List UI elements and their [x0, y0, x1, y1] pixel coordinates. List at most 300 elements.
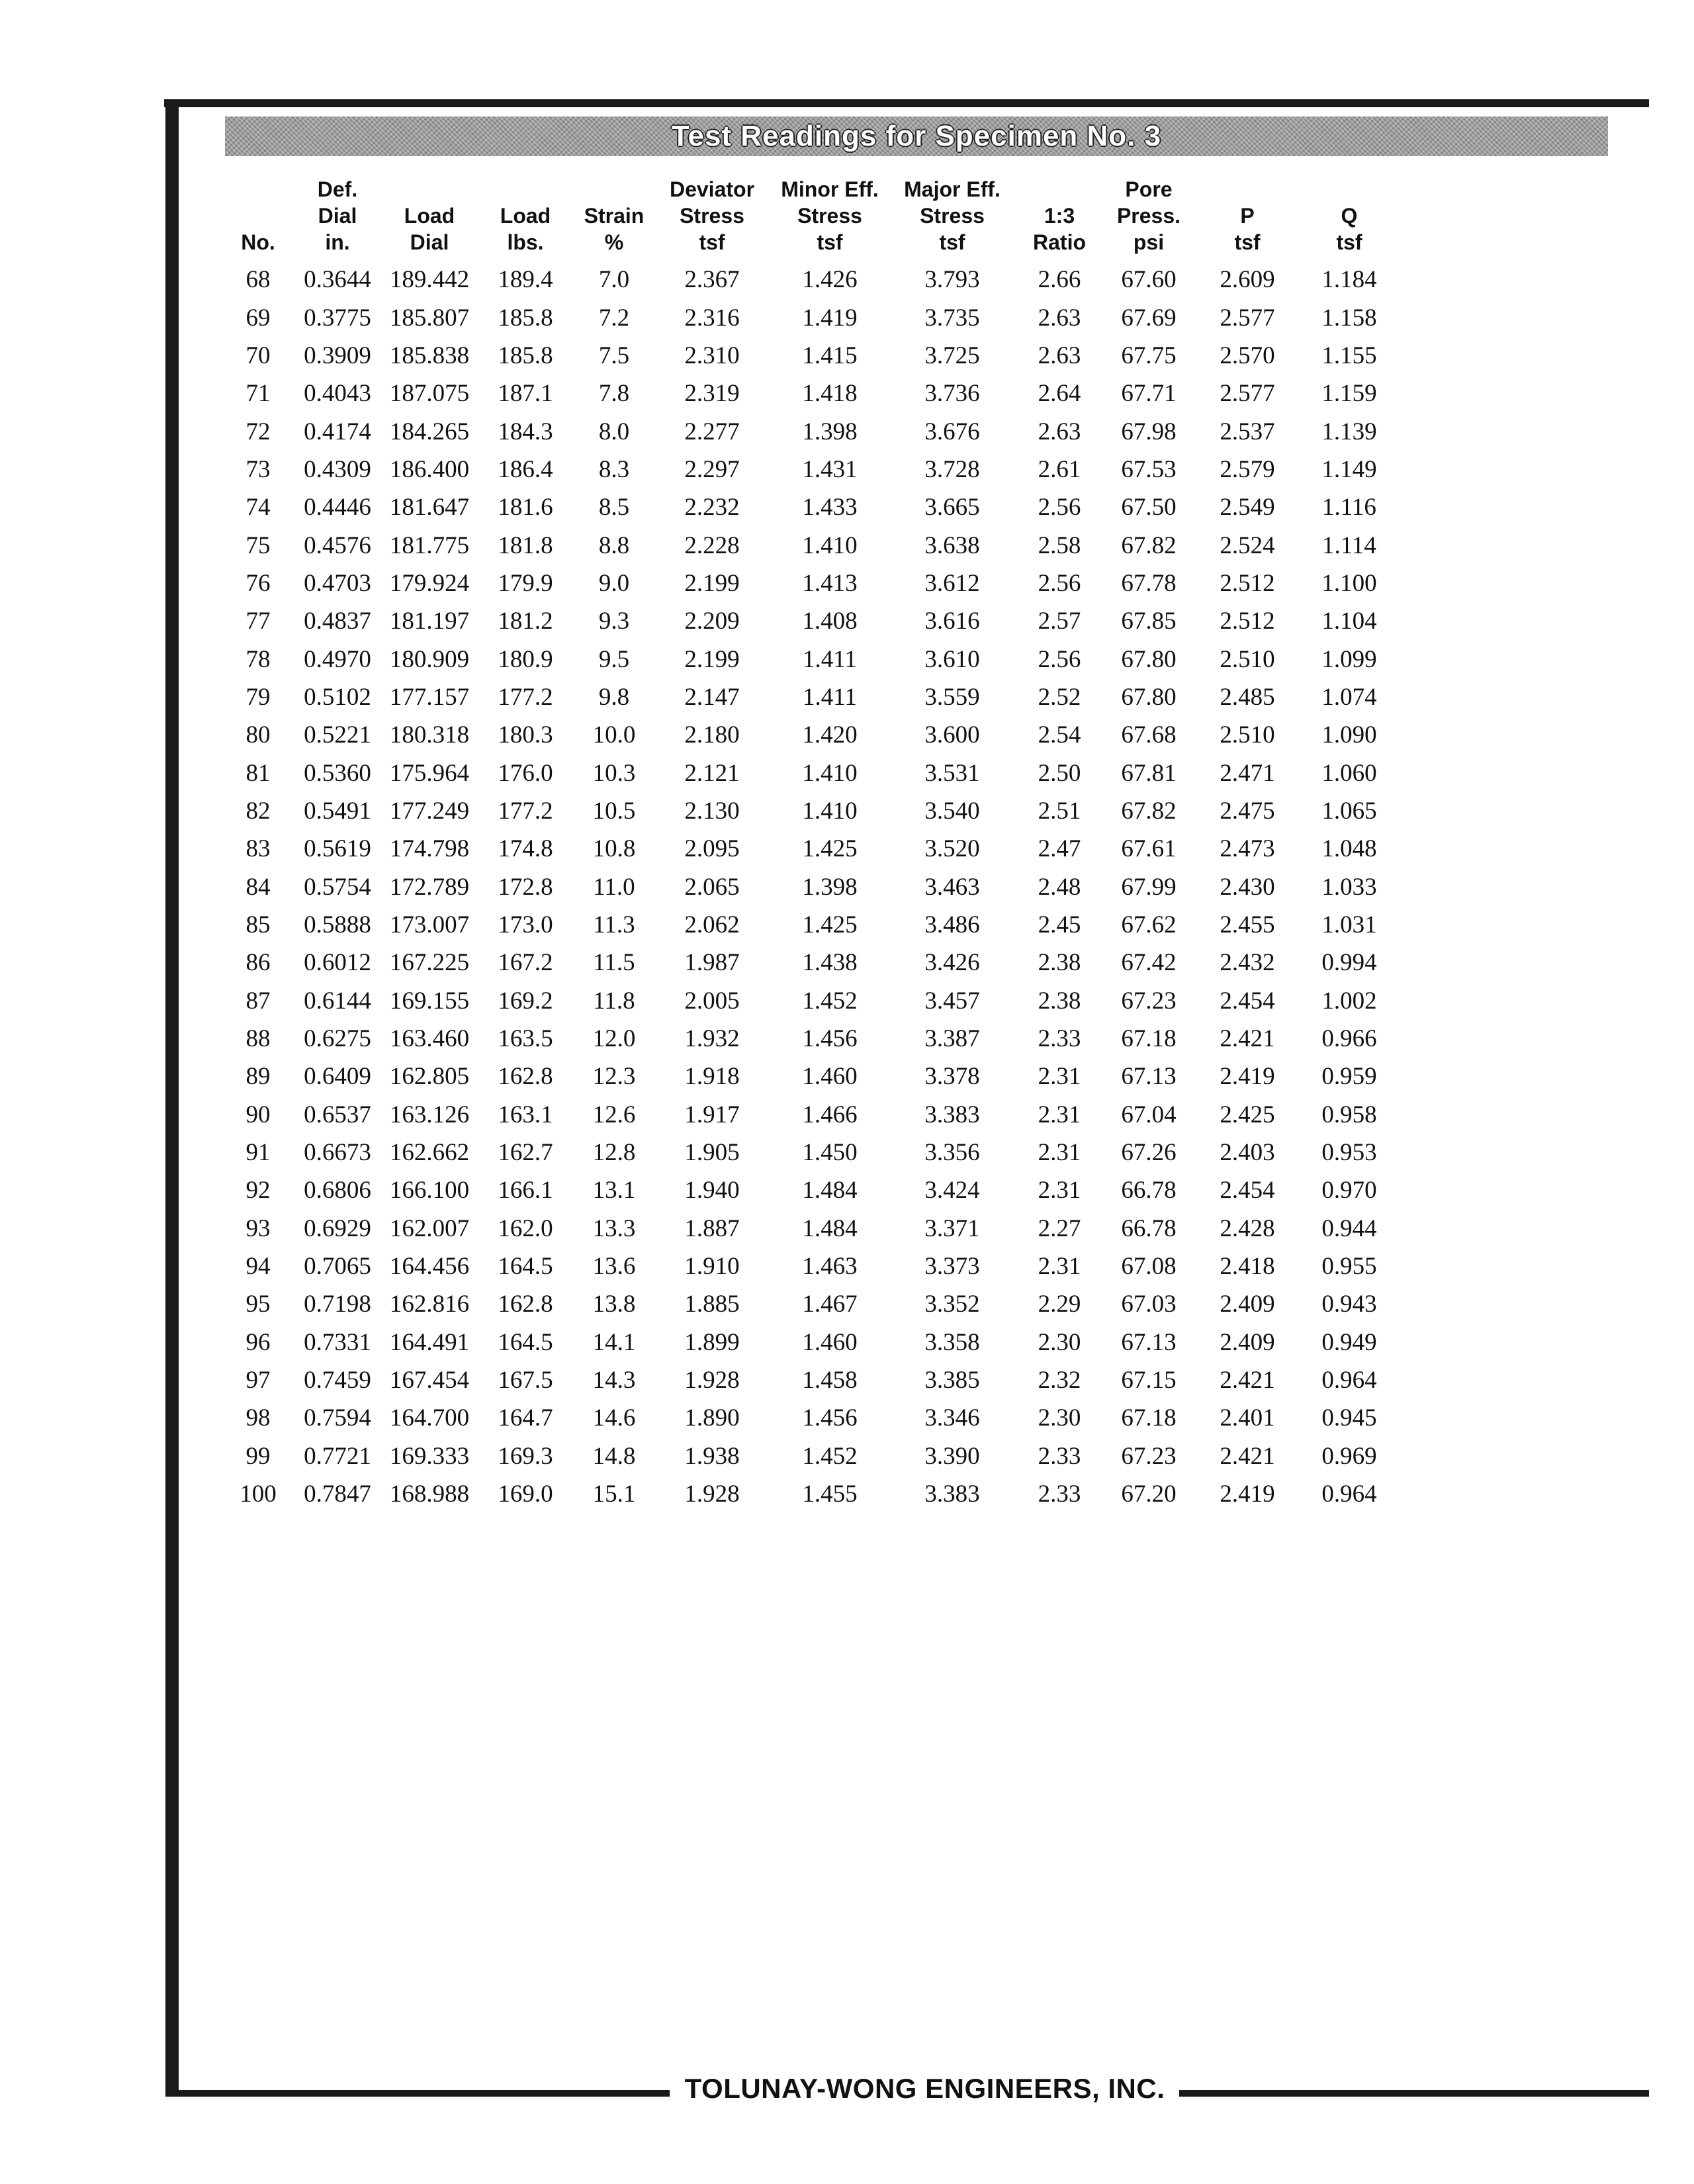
- table-cell: 67.82: [1121, 531, 1177, 559]
- table-cell: 0.943: [1321, 1291, 1377, 1318]
- table-cell: 2.32: [1038, 1367, 1081, 1394]
- table-row: [225, 1171, 1399, 1209]
- table-cell: 3.457: [924, 987, 980, 1015]
- table-cell: 1.048: [1321, 835, 1377, 863]
- table-cell: 2.45: [1038, 911, 1081, 939]
- table-row: [225, 602, 1399, 640]
- table-cell: 0.6537: [304, 1101, 371, 1128]
- table-cell: 8.8: [598, 531, 630, 559]
- table-cell: 1.116: [1322, 494, 1376, 522]
- table-cell: 162.007: [389, 1214, 470, 1242]
- table-cell: 3.600: [924, 721, 980, 749]
- column-header-line: Def.: [317, 177, 358, 201]
- table-cell: 2.418: [1220, 1253, 1275, 1281]
- table-cell: 163.1: [498, 1101, 553, 1128]
- table-cell: 13.8: [592, 1291, 636, 1318]
- column-header-line: [384, 176, 475, 203]
- table-cell: 67.71: [1121, 380, 1177, 408]
- table-row: [225, 298, 1399, 336]
- table-cell: 2.180: [684, 721, 740, 749]
- table-cell: 2.277: [684, 418, 740, 445]
- table-row: [225, 868, 1399, 906]
- table-cell: 66.78: [1121, 1214, 1177, 1242]
- table-cell: 8.0: [598, 418, 630, 445]
- table-cell: 1.887: [684, 1214, 740, 1242]
- column-header-line: Deviator: [669, 177, 755, 201]
- table-cell: 83: [245, 835, 271, 863]
- table-cell: 0.6806: [304, 1177, 371, 1205]
- table-cell: 185.8: [498, 341, 553, 369]
- table-cell: 1.467: [802, 1291, 858, 1318]
- table-cell: 0.4576: [304, 531, 371, 559]
- table-cell: 1.420: [802, 721, 858, 749]
- table-cell: 10.8: [592, 835, 636, 863]
- table-cell: 3.356: [924, 1139, 980, 1167]
- column-header: [475, 173, 576, 255]
- table-cell: 2.065: [684, 873, 740, 901]
- table-cell: 3.616: [924, 608, 980, 635]
- table-cell: 1.411: [803, 683, 857, 711]
- footer-rule-left: [179, 2090, 670, 2097]
- table-cell: 1.918: [684, 1063, 740, 1091]
- table-cell: 2.30: [1038, 1328, 1081, 1356]
- table-cell: 3.736: [924, 380, 980, 408]
- table-cell: 0.966: [1321, 1025, 1377, 1053]
- table-cell: 179.9: [498, 569, 553, 597]
- table-cell: 2.50: [1038, 759, 1081, 787]
- table-cell: 81: [245, 759, 271, 787]
- table-cell: 2.473: [1220, 835, 1275, 863]
- table-cell: 67.62: [1121, 911, 1177, 939]
- table-cell: 1.413: [802, 569, 858, 597]
- table-cell: 2.537: [1220, 418, 1275, 445]
- table-cell: 1.458: [802, 1367, 858, 1394]
- table-cell: 3.559: [924, 683, 980, 711]
- table-cell: 98: [245, 1404, 271, 1432]
- table-cell: 14.6: [592, 1404, 636, 1432]
- column-header-line: lbs.: [507, 230, 544, 254]
- table-row: [225, 716, 1399, 754]
- table-cell: 2.471: [1220, 759, 1275, 787]
- table-cell: 0.7847: [304, 1480, 371, 1508]
- column-header-line: tsf: [817, 230, 843, 254]
- table-cell: 1.938: [684, 1442, 740, 1470]
- table-cell: 164.491: [389, 1328, 470, 1356]
- table-cell: 1.940: [684, 1177, 740, 1205]
- table-cell: 175.964: [389, 759, 470, 787]
- table-cell: 0.7331: [304, 1328, 371, 1356]
- table-cell: 3.352: [924, 1291, 980, 1318]
- table-cell: 14.1: [592, 1328, 636, 1356]
- table-cell: 0.964: [1321, 1367, 1377, 1394]
- table-cell: 67.80: [1121, 645, 1177, 673]
- table-cell: 1.426: [802, 266, 858, 294]
- table-cell: 0.5102: [304, 683, 371, 711]
- table-cell: 67.53: [1121, 455, 1177, 483]
- table-cell: 3.540: [924, 797, 980, 825]
- table-cell: 1.419: [802, 304, 858, 332]
- table-cell: 0.5221: [304, 721, 371, 749]
- table-cell: 3.358: [924, 1328, 980, 1356]
- table-cell: 181.775: [389, 531, 470, 559]
- table-cell: 0.4309: [304, 455, 371, 483]
- table-cell: 67.69: [1121, 304, 1177, 332]
- table-cell: 176.0: [498, 759, 553, 787]
- table-cell: 93: [245, 1214, 271, 1242]
- table-cell: 1.431: [802, 455, 858, 483]
- table-cell: 7.0: [598, 266, 630, 294]
- table-row: [225, 678, 1399, 716]
- table-cell: 14.8: [592, 1442, 636, 1470]
- table-cell: 67.75: [1121, 341, 1177, 369]
- table-cell: 162.8: [498, 1291, 553, 1318]
- table-cell: 2.310: [684, 341, 740, 369]
- table-cell: 67.23: [1121, 987, 1177, 1015]
- header-row: [225, 173, 1399, 255]
- table-cell: 2.421: [1220, 1367, 1275, 1394]
- table-cell: 185.8: [498, 304, 553, 332]
- table-cell: 180.318: [389, 721, 470, 749]
- table-cell: 96: [245, 1328, 271, 1356]
- table-cell: 2.27: [1038, 1214, 1081, 1242]
- table-cell: 1.987: [684, 949, 740, 977]
- table-cell: 1.425: [802, 835, 858, 863]
- table-body: [225, 255, 1399, 1513]
- table-cell: 67.13: [1121, 1328, 1177, 1356]
- table-cell: 1.415: [802, 341, 858, 369]
- table-cell: 2.421: [1220, 1442, 1275, 1470]
- table-row: [225, 1096, 1399, 1134]
- table-cell: 1.456: [802, 1025, 858, 1053]
- table-cell: 0.959: [1321, 1063, 1377, 1091]
- table-cell: 167.225: [389, 949, 470, 977]
- table-cell: 87: [245, 987, 271, 1015]
- table-cell: 0.969: [1321, 1442, 1377, 1470]
- table-cell: 0.7459: [304, 1367, 371, 1394]
- table-cell: 67.23: [1121, 1442, 1177, 1470]
- table-cell: 1.031: [1321, 911, 1377, 939]
- table-cell: 1.149: [1321, 455, 1377, 483]
- table-cell: 2.510: [1220, 645, 1275, 673]
- table-cell: 2.549: [1220, 494, 1275, 522]
- table-cell: 1.928: [684, 1480, 740, 1508]
- table-cell: 1.885: [684, 1291, 740, 1318]
- table-cell: 177.2: [498, 797, 553, 825]
- table-cell: 2.30: [1038, 1404, 1081, 1432]
- table-cell: 2.409: [1220, 1328, 1275, 1356]
- table-cell: 2.510: [1220, 721, 1275, 749]
- frame-left-rule: [165, 99, 179, 2097]
- table-cell: 0.7198: [304, 1291, 371, 1318]
- table-cell: 67.60: [1121, 266, 1177, 294]
- table-row: [225, 337, 1399, 375]
- table-cell: 3.531: [924, 759, 980, 787]
- table-cell: 3.486: [924, 911, 980, 939]
- table-cell: 0.4703: [304, 569, 371, 597]
- column-header-line: 1:3: [1044, 204, 1075, 228]
- table-cell: 76: [245, 569, 271, 597]
- table-cell: 15.1: [592, 1480, 636, 1508]
- table-cell: 3.612: [924, 569, 980, 597]
- table-cell: 9.3: [598, 608, 630, 635]
- table-cell: 2.38: [1038, 949, 1081, 977]
- table-row: [225, 451, 1399, 488]
- table-cell: 172.8: [498, 873, 553, 901]
- table-cell: 0.6929: [304, 1214, 371, 1242]
- table-cell: 12.0: [592, 1025, 636, 1053]
- table-cell: 2.609: [1220, 266, 1275, 294]
- table-cell: 169.3: [498, 1442, 553, 1470]
- table-cell: 0.6012: [304, 949, 371, 977]
- table-cell: 1.917: [684, 1101, 740, 1128]
- table-cell: 2.54: [1038, 721, 1081, 749]
- table-cell: 2.199: [684, 569, 740, 597]
- column-header-line: Dial: [410, 230, 449, 254]
- table-cell: 0.5888: [304, 911, 371, 939]
- table-cell: 2.403: [1220, 1139, 1275, 1167]
- column-header-line: [1195, 176, 1300, 203]
- table-cell: 0.945: [1321, 1404, 1377, 1432]
- table-cell: 3.520: [924, 835, 980, 863]
- table-cell: 1.104: [1321, 608, 1377, 635]
- table-cell: 0.4837: [304, 608, 371, 635]
- column-header-line: Pore: [1125, 177, 1173, 201]
- table-cell: 67.61: [1121, 835, 1177, 863]
- table-cell: 0.4174: [304, 418, 371, 445]
- table-cell: 177.249: [389, 797, 470, 825]
- table-cell: 169.333: [389, 1442, 470, 1470]
- table-cell: 72: [245, 418, 271, 445]
- table-cell: 10.3: [592, 759, 636, 787]
- table-cell: 14.3: [592, 1367, 636, 1394]
- table-cell: 67.98: [1121, 418, 1177, 445]
- column-header-line: No.: [241, 230, 275, 254]
- table-cell: 2.432: [1220, 949, 1275, 977]
- table-cell: 0.949: [1321, 1328, 1377, 1356]
- table-row: [225, 1058, 1399, 1095]
- table-cell: 1.899: [684, 1328, 740, 1356]
- table-cell: 2.297: [684, 455, 740, 483]
- table-cell: 2.56: [1038, 569, 1081, 597]
- table-cell: 1.090: [1321, 721, 1377, 749]
- table-row: [225, 255, 1399, 298]
- table-cell: 12.6: [592, 1101, 636, 1128]
- table-cell: 2.319: [684, 380, 740, 408]
- table-cell: 167.2: [498, 949, 553, 977]
- table-cell: 2.316: [684, 304, 740, 332]
- column-header: [1300, 173, 1399, 255]
- table-cell: 2.31: [1038, 1063, 1081, 1091]
- table-cell: 10.5: [592, 797, 636, 825]
- table-cell: 2.570: [1220, 341, 1275, 369]
- table-cell: 166.100: [389, 1177, 470, 1205]
- column-header: [652, 173, 772, 255]
- table-cell: 2.419: [1220, 1063, 1275, 1091]
- table-cell: 2.199: [684, 645, 740, 673]
- table-cell: 2.454: [1220, 1177, 1275, 1205]
- table-cell: 0.955: [1321, 1253, 1377, 1281]
- table-cell: 2.33: [1038, 1025, 1081, 1053]
- table-cell: 1.438: [802, 949, 858, 977]
- table-cell: 3.383: [924, 1101, 980, 1128]
- table-cell: 1.158: [1321, 304, 1377, 332]
- table-row: [225, 754, 1399, 792]
- table-cell: 185.838: [389, 341, 470, 369]
- table-cell: 3.665: [924, 494, 980, 522]
- table-cell: 67.26: [1121, 1139, 1177, 1167]
- table-cell: 2.428: [1220, 1214, 1275, 1242]
- table-cell: 167.5: [498, 1367, 553, 1394]
- table-cell: 2.062: [684, 911, 740, 939]
- table-cell: 2.485: [1220, 683, 1275, 711]
- table-cell: 3.728: [924, 455, 980, 483]
- table-cell: 168.988: [389, 1480, 470, 1508]
- table-cell: 2.63: [1038, 418, 1081, 445]
- table-cell: 1.455: [802, 1480, 858, 1508]
- table-cell: 8.3: [598, 455, 630, 483]
- column-header-line: tsf: [699, 230, 725, 254]
- column-header: [772, 173, 888, 255]
- table-cell: 2.121: [684, 759, 740, 787]
- table-cell: 162.0: [498, 1214, 553, 1242]
- table-cell: 7.2: [598, 304, 630, 332]
- column-header-line: Stress: [797, 204, 862, 228]
- table-row: [225, 565, 1399, 602]
- table-cell: 1.002: [1321, 987, 1377, 1015]
- table-cell: 1.411: [803, 645, 857, 673]
- table-cell: 174.798: [389, 835, 470, 863]
- table-cell: 1.114: [1322, 531, 1376, 559]
- table-cell: 2.33: [1038, 1442, 1081, 1470]
- table-cell: 2.147: [684, 683, 740, 711]
- table-cell: 75: [245, 531, 271, 559]
- table-cell: 163.126: [389, 1101, 470, 1128]
- table-cell: 3.424: [924, 1177, 980, 1205]
- table-cell: 164.7: [498, 1404, 553, 1432]
- table-cell: 2.209: [684, 608, 740, 635]
- table-cell: 2.64: [1038, 380, 1081, 408]
- table-cell: 67.03: [1121, 1291, 1177, 1318]
- table-row: [225, 412, 1399, 450]
- table-cell: 1.139: [1321, 418, 1377, 445]
- table-cell: 1.410: [802, 531, 858, 559]
- table-cell: 0.953: [1321, 1139, 1377, 1167]
- column-header-line: Q: [1341, 204, 1358, 228]
- table-cell: 166.1: [498, 1177, 553, 1205]
- column-header-line: Press.: [1116, 204, 1181, 228]
- table-cell: 185.807: [389, 304, 470, 332]
- table-cell: 68: [245, 266, 271, 294]
- table-cell: 2.419: [1220, 1480, 1275, 1508]
- table-cell: 2.48: [1038, 873, 1081, 901]
- column-header-line: [576, 176, 652, 203]
- table-cell: 2.63: [1038, 304, 1081, 332]
- column-header: [576, 173, 652, 255]
- table-cell: 0.7065: [304, 1253, 371, 1281]
- table-cell: 169.2: [498, 987, 553, 1015]
- table-cell: 9.0: [598, 569, 630, 597]
- table-cell: 12.3: [592, 1063, 636, 1091]
- table-cell: 1.928: [684, 1367, 740, 1394]
- table-cell: 1.100: [1321, 569, 1377, 597]
- table-row: [225, 1399, 1399, 1437]
- table-cell: 186.4: [498, 455, 553, 483]
- table-cell: 74: [245, 494, 271, 522]
- column-header-line: [1300, 176, 1399, 203]
- table-cell: 1.452: [802, 1442, 858, 1470]
- column-header: [1195, 173, 1300, 255]
- table-cell: 180.9: [498, 645, 553, 673]
- table-cell: 1.159: [1321, 380, 1377, 408]
- readings-table: [225, 173, 1399, 1513]
- table-cell: 2.454: [1220, 987, 1275, 1015]
- table-cell: 2.33: [1038, 1480, 1081, 1508]
- table-cell: 2.38: [1038, 987, 1081, 1015]
- table-cell: 2.425: [1220, 1101, 1275, 1128]
- column-header: [384, 173, 475, 255]
- table-cell: 66.78: [1121, 1177, 1177, 1205]
- table-cell: 95: [245, 1291, 271, 1318]
- column-header: [291, 173, 384, 255]
- table-cell: 1.460: [802, 1063, 858, 1091]
- table-cell: 0.4043: [304, 380, 371, 408]
- table-cell: 0.964: [1321, 1480, 1377, 1508]
- table-cell: 10.0: [592, 721, 636, 749]
- table-cell: 2.577: [1220, 380, 1275, 408]
- table-cell: 3.390: [924, 1442, 980, 1470]
- column-header-line: tsf: [1234, 230, 1261, 254]
- table-cell: 164.456: [389, 1253, 470, 1281]
- table-cell: 1.398: [802, 418, 858, 445]
- table-cell: 67.20: [1121, 1480, 1177, 1508]
- table-cell: 2.58: [1038, 531, 1081, 559]
- table-cell: 164.700: [389, 1404, 470, 1432]
- table-cell: 94: [245, 1253, 271, 1281]
- table-cell: 9.8: [598, 683, 630, 711]
- table-cell: 2.409: [1220, 1291, 1275, 1318]
- table-cell: 67.13: [1121, 1063, 1177, 1091]
- column-header-line: Minor Eff.: [781, 177, 879, 201]
- table-cell: 1.484: [802, 1177, 858, 1205]
- table-cell: 0.3644: [304, 266, 371, 294]
- table-cell: 2.57: [1038, 608, 1081, 635]
- table-row: [225, 375, 1399, 412]
- table-cell: 173.007: [389, 911, 470, 939]
- table-cell: 184.3: [498, 418, 553, 445]
- column-header-line: P: [1240, 204, 1255, 228]
- table-cell: 1.890: [684, 1404, 740, 1432]
- table-cell: 67.99: [1121, 873, 1177, 901]
- table-cell: 162.662: [389, 1139, 470, 1167]
- table-cell: 3.735: [924, 304, 980, 332]
- table-cell: 187.1: [498, 380, 553, 408]
- table-cell: 1.484: [802, 1214, 858, 1242]
- table-cell: 67.04: [1121, 1101, 1177, 1128]
- table-cell: 100: [240, 1480, 277, 1508]
- table-cell: 162.7: [498, 1139, 553, 1167]
- table-cell: 181.2: [498, 608, 553, 635]
- table-cell: 13.6: [592, 1253, 636, 1281]
- table-cell: 1.099: [1321, 645, 1377, 673]
- table-cell: 3.793: [924, 266, 980, 294]
- table-cell: 12.8: [592, 1139, 636, 1167]
- column-header: [225, 173, 291, 255]
- table-cell: 2.52: [1038, 683, 1081, 711]
- table-cell: 184.265: [389, 418, 470, 445]
- table-row: [225, 944, 1399, 981]
- table-cell: 2.095: [684, 835, 740, 863]
- table-cell: 0.3909: [304, 341, 371, 369]
